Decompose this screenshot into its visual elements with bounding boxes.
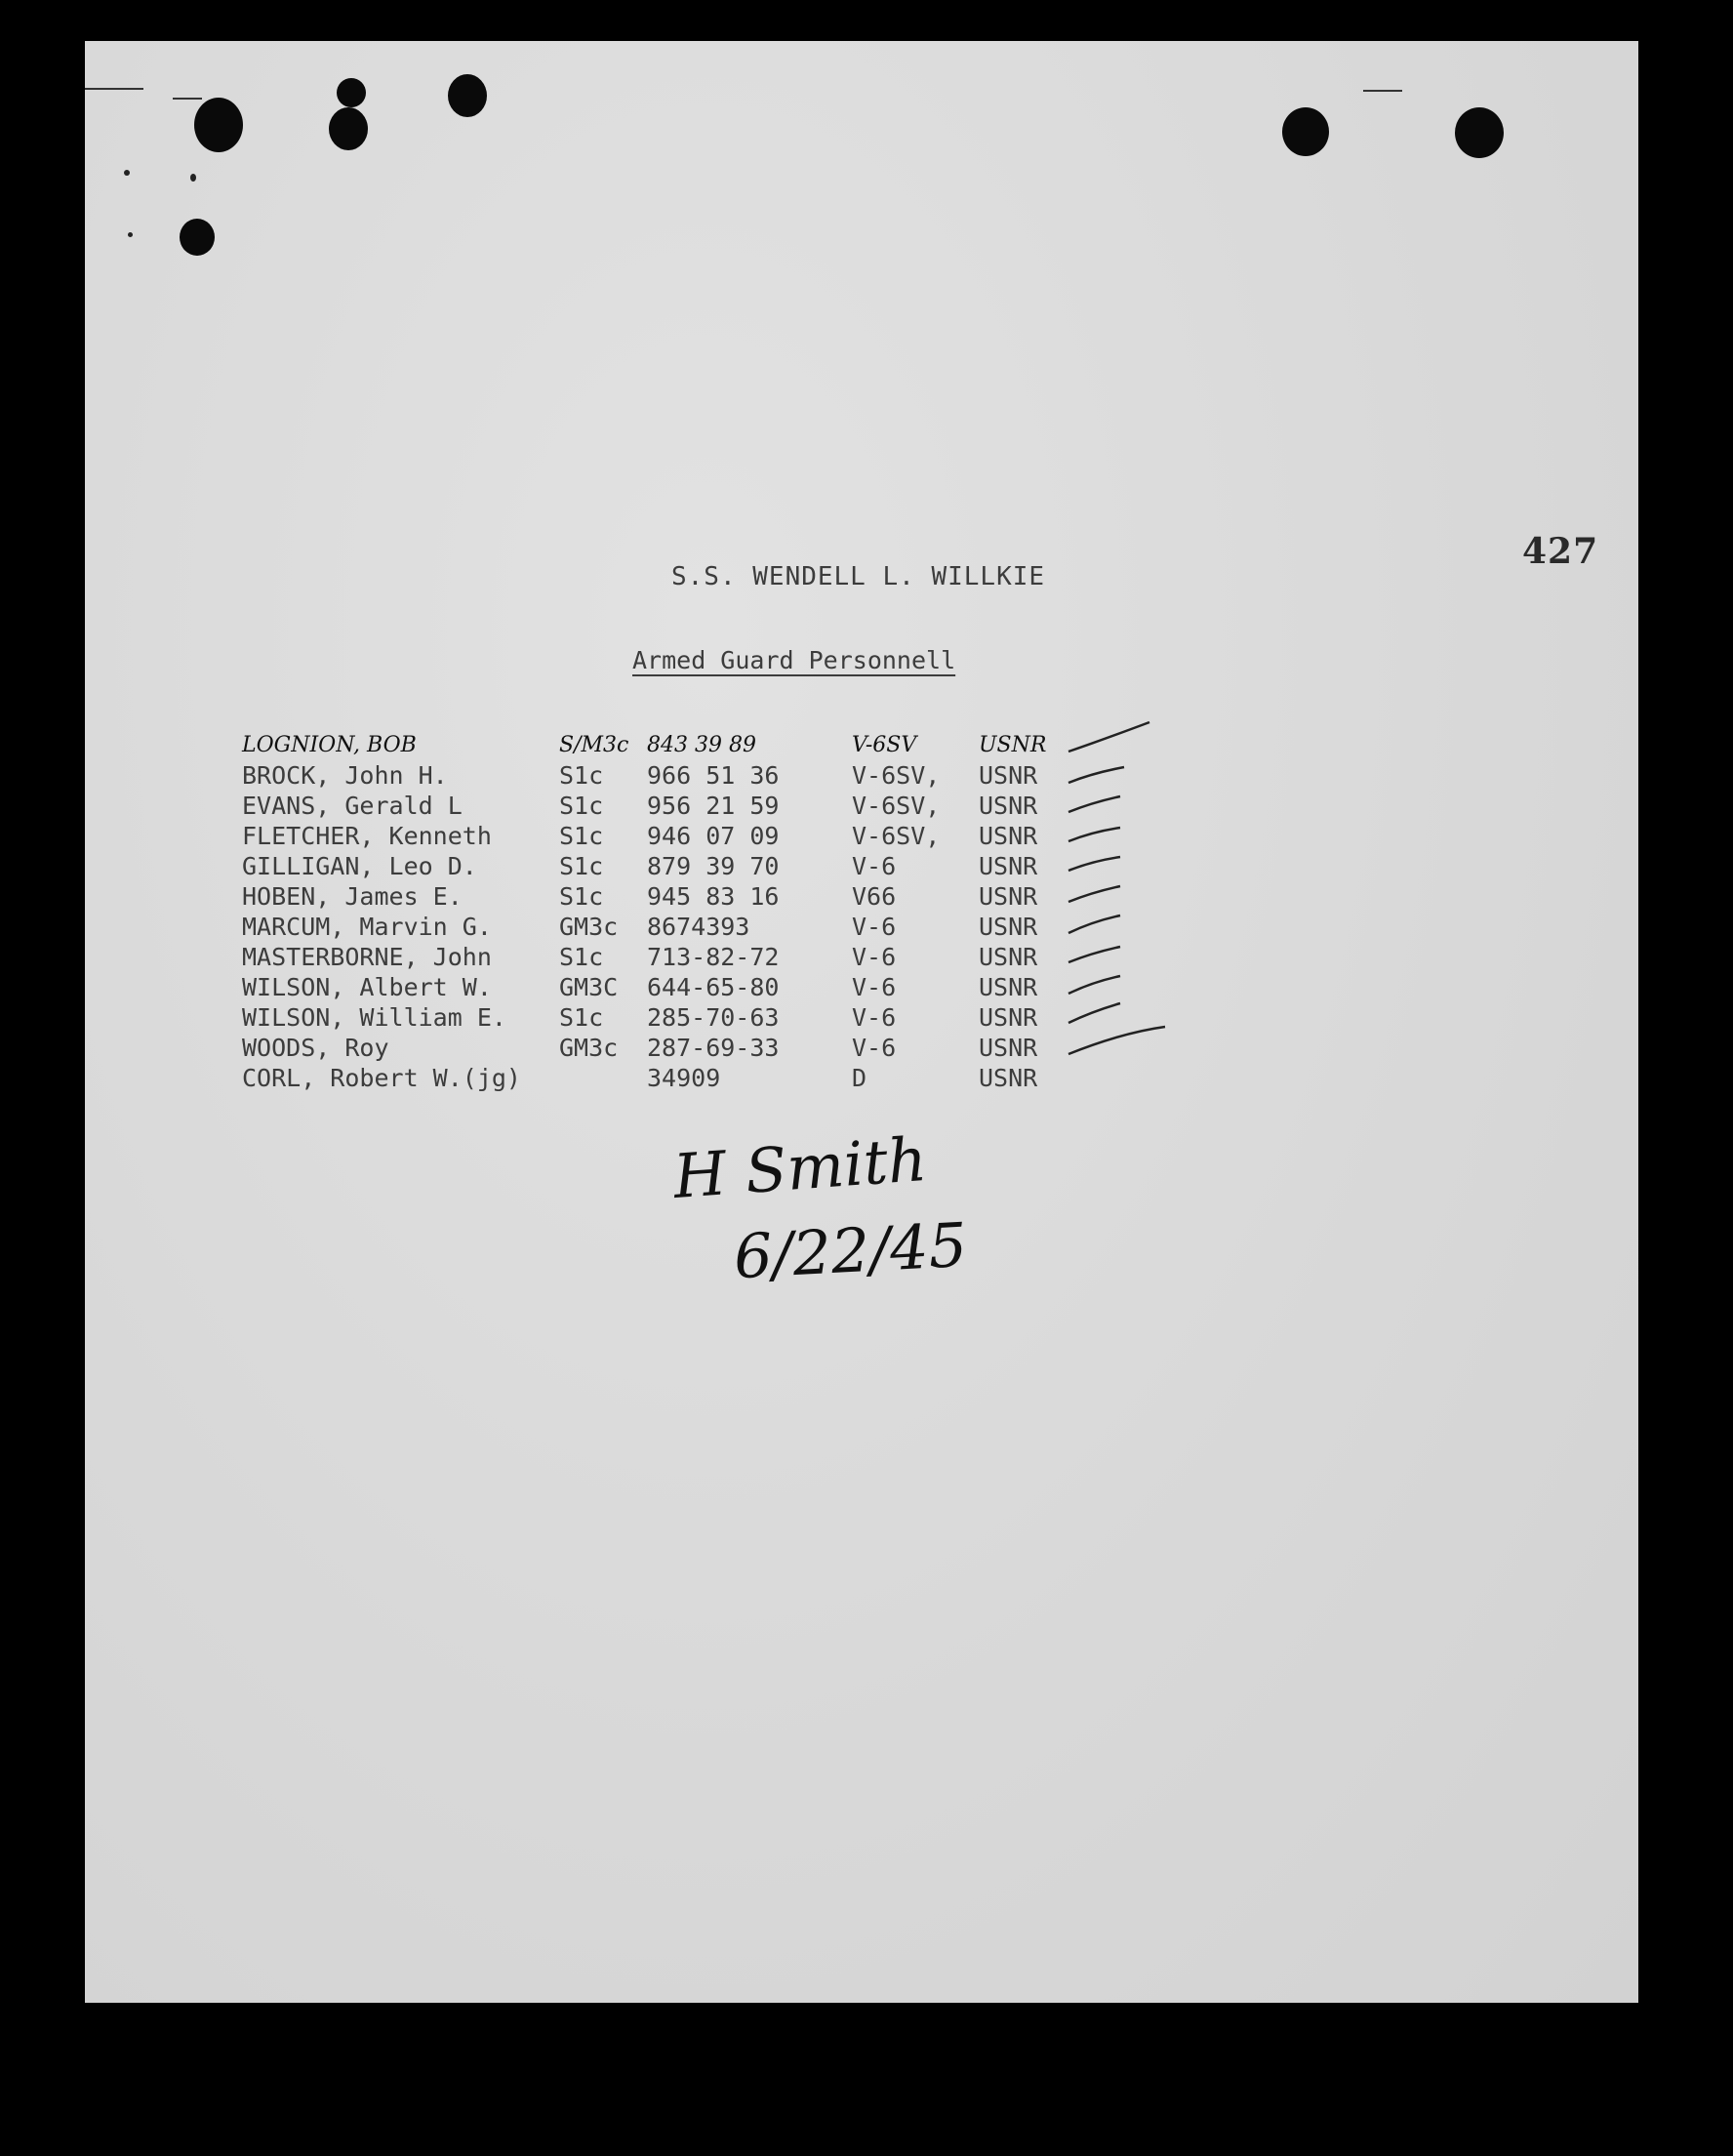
checkmarks [1064, 712, 1181, 1103]
roster-service-number: 287-69-33 [647, 1034, 780, 1062]
roster-name: EVANS, Gerald L [242, 792, 463, 820]
roster-service-number: 713-82-72 [647, 943, 780, 971]
roster-classification: V-6 [852, 913, 897, 941]
scratch-mark [173, 98, 202, 100]
roster-row [242, 851, 1120, 881]
roster-row [242, 1063, 1120, 1093]
scratch-mark [1363, 90, 1402, 92]
roster-name: HOBEN, James E. [242, 882, 463, 911]
roster-name: BROCK, John H. [242, 761, 448, 790]
roster-service-number: 8674393 [647, 913, 750, 941]
punch-hole [194, 98, 243, 152]
roster-row [242, 972, 1120, 1002]
roster-classification: V-6SV, [852, 822, 941, 850]
speck [190, 174, 196, 182]
roster-row [242, 1002, 1120, 1033]
roster-branch: USNR [979, 973, 1038, 1001]
roster-row [242, 942, 1120, 972]
roster-row [242, 760, 1120, 791]
roster-branch: USNR [979, 792, 1038, 820]
roster-rate: S1c [559, 1003, 604, 1032]
roster-name: GILLIGAN, Leo D. [242, 852, 477, 880]
roster-branch: USNR [979, 1064, 1038, 1092]
roster-branch: USNR [979, 1003, 1038, 1032]
roster-row [242, 821, 1120, 851]
roster-classification: V-6 [852, 852, 897, 880]
roster-name: WILSON, Albert W. [242, 973, 492, 1001]
roster-rate: S/M3c [559, 733, 629, 757]
roster-name: FLETCHER, Kenneth [242, 822, 492, 850]
speck [128, 232, 133, 237]
punch-hole [1455, 107, 1504, 158]
roster-rate: S1c [559, 882, 604, 911]
roster-row [242, 881, 1120, 912]
roster-classification: V-6 [852, 1003, 897, 1032]
roster-rate: GM3c [559, 913, 619, 941]
scratch-mark [85, 88, 143, 90]
roster-name: WILSON, William E. [242, 1003, 506, 1032]
roster-rate: GM3c [559, 1034, 619, 1062]
roster-service-number: 879 39 70 [647, 852, 780, 880]
roster-classification: V-6 [852, 973, 897, 1001]
roster-classification: V-6SV [852, 733, 917, 757]
roster-name: MARCUM, Marvin G. [242, 913, 492, 941]
roster-service-number: 34909 [647, 1064, 721, 1092]
page-number: 427 [1522, 531, 1599, 572]
signature-date: 6/22/45 [732, 1208, 969, 1293]
roster-classification: V-6SV, [852, 792, 941, 820]
punch-hole [329, 107, 368, 150]
personnel-roster [242, 730, 1120, 1093]
roster-rate: GM3C [559, 973, 619, 1001]
roster-branch: USNR [979, 852, 1038, 880]
roster-service-number: 956 21 59 [647, 792, 780, 820]
roster-branch: USNR [979, 913, 1038, 941]
roster-rate: S1c [559, 761, 604, 790]
roster-service-number: 843 39 89 [647, 733, 756, 757]
roster-branch: USNR [979, 822, 1038, 850]
roster-classification: D [852, 1064, 867, 1092]
roster-row [242, 791, 1120, 821]
roster-branch: USNR [979, 761, 1038, 790]
roster-row [242, 912, 1120, 942]
roster-classification: V-6SV, [852, 761, 941, 790]
roster-row [242, 730, 1120, 760]
roster-branch: USNR [979, 943, 1038, 971]
roster-name: CORL, Robert W.(jg) [242, 1064, 521, 1092]
roster-rate: S1c [559, 852, 604, 880]
roster-rate: S1c [559, 822, 604, 850]
ship-title: S.S. WENDELL L. WILLKIE [671, 562, 1046, 591]
roster-classification: V-6 [852, 943, 897, 971]
roster-name: MASTERBORNE, John [242, 943, 492, 971]
roster-service-number: 644-65-80 [647, 973, 780, 1001]
roster-classification: V66 [852, 882, 897, 911]
roster-rate: S1c [559, 943, 604, 971]
punch-hole [448, 74, 487, 117]
roster-service-number: 966 51 36 [647, 761, 780, 790]
roster-branch: USNR [979, 882, 1038, 911]
roster-rate: S1c [559, 792, 604, 820]
punch-hole [1282, 107, 1329, 156]
section-title: Armed Guard Personnell [632, 646, 956, 674]
roster-service-number: 945 83 16 [647, 882, 780, 911]
roster-classification: V-6 [852, 1034, 897, 1062]
roster-branch: USNR [979, 1034, 1038, 1062]
roster-service-number: 946 07 09 [647, 822, 780, 850]
roster-name: LOGNION, BOB [242, 733, 417, 757]
roster-row [242, 1033, 1120, 1063]
signature: H Smith [670, 1123, 929, 1212]
punch-hole [337, 78, 366, 107]
roster-branch: USNR [979, 733, 1047, 757]
roster-service-number: 285-70-63 [647, 1003, 780, 1032]
speck [124, 170, 130, 176]
punch-hole [180, 219, 215, 256]
roster-name: WOODS, Roy [242, 1034, 389, 1062]
